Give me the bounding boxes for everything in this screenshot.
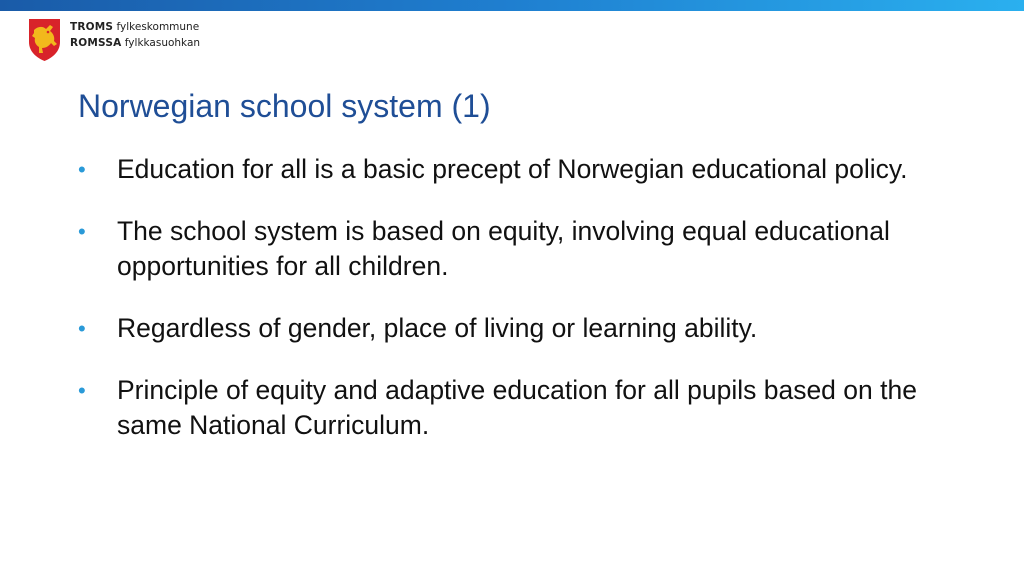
bullet-text: Education for all is a basic precept of Norwegian educational policy. xyxy=(117,154,908,184)
bullet-item xyxy=(76,152,956,187)
slide-title: Norwegian school system (1) xyxy=(78,88,491,124)
organization-name xyxy=(70,19,200,51)
bullet-dot-icon: • xyxy=(78,157,86,182)
bullet-text: Regardless of gender, place of living or learning ability. xyxy=(117,313,758,343)
organization-logo xyxy=(28,18,200,62)
bullet-list xyxy=(76,152,956,470)
bullet-item xyxy=(76,214,956,284)
top-accent-bar xyxy=(0,0,1024,11)
bullet-dot-icon: • xyxy=(78,378,86,403)
bullet-item xyxy=(76,311,956,346)
organization-name-line-2: ROMSSA fylkkasuohkan xyxy=(70,37,201,49)
bullet-item xyxy=(76,373,956,443)
bullet-dot-icon: • xyxy=(78,219,86,244)
bullet-text: The school system is based on equity, involving equal educational opportunities for all children. xyxy=(117,216,890,281)
bullet-dot-icon: • xyxy=(78,316,86,341)
county-coat-of-arms-icon xyxy=(28,18,61,62)
organization-name-line-1: TROMS fylkeskommune xyxy=(70,21,200,33)
bullet-text: Principle of equity and adaptive education for all pupils based on the same National Curriculum. xyxy=(117,375,917,440)
